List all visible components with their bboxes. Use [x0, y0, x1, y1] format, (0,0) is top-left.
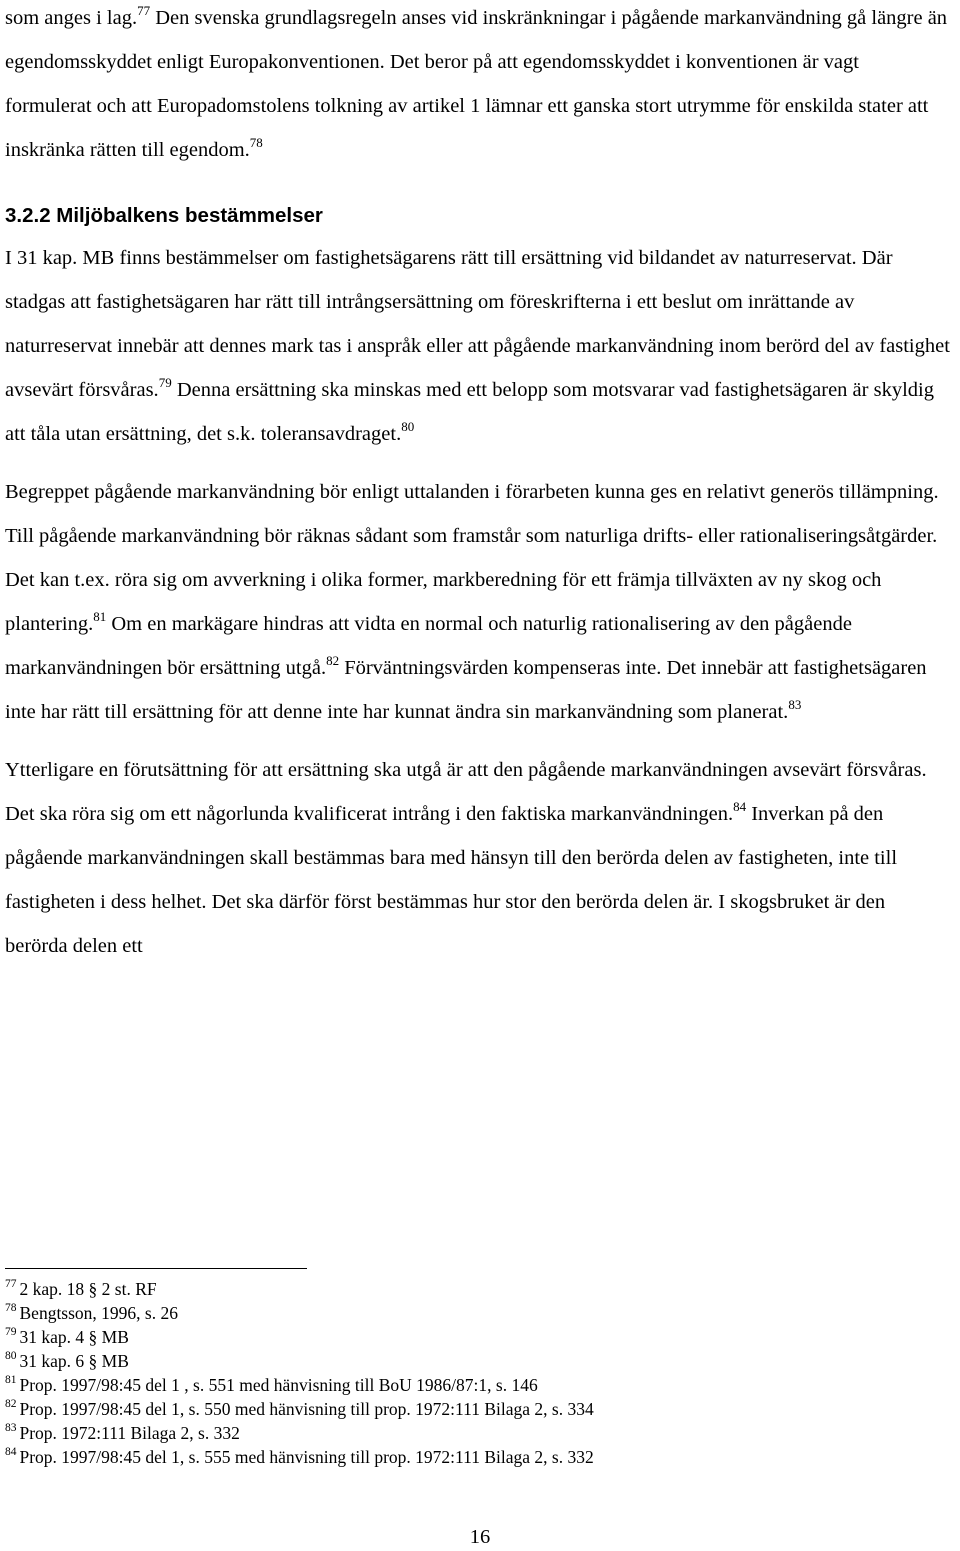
footnote-ref-82[interactable]: 82	[326, 653, 340, 668]
footnote-text: Prop. 1972:111 Bilaga 2, s. 332	[19, 1423, 240, 1443]
footnote-80	[5, 1349, 950, 1373]
footnote-text: Prop. 1997/98:45 del 1 , s. 551 med hänvisning till BoU 1986/87:1, s. 146	[19, 1375, 538, 1395]
footnote-ref-80[interactable]: 80	[401, 419, 415, 434]
footnote-ref-79[interactable]: 79	[158, 375, 172, 390]
footnote-divider	[5, 1268, 307, 1269]
footnote-ref-77[interactable]: 77	[137, 3, 151, 18]
paragraph-text: Den svenska grundlagsregeln anses vid inskränkningar i pågående markanvändning gå längre än egendomsskyddet enligt Europakonventionen. Det beror på att egendomsskyddet i konventionen är vagt formulerat och att Europadomstolens tolkning av artikel 1 lämnar ett ganska stort utrymme för enskilda stater att inskränka rätten till egendom.	[5, 7, 948, 161]
footnote-82	[5, 1397, 950, 1421]
footnote-number: 78	[5, 1302, 17, 1314]
paragraph-text: I 31 kap. MB finns bestämmelser om fastighetsägarens rätt till ersättning vid bildandet av naturreservat. Där stadgas att fastighetsägaren har rätt till intrångsersättning om föreskrifterna i ett beslut om inrättande av naturreservat innebär att dennes mark tas i anspråk eller att pågående markanvändning inom berörd del av fastighet avsevärt försvåras.	[5, 247, 950, 401]
paragraph-text: Ytterligare en förutsättning för att ersättning ska utgå är att den pågående markanvändningen avsevärt försvåras. Det ska röra sig om ett någorlunda kvalificerat intrång i den faktiska markanvändningen.	[5, 759, 927, 825]
footnote-79	[5, 1325, 950, 1349]
footnote-text: Prop. 1997/98:45 del 1, s. 555 med hänvisning till prop. 1972:111 Bilaga 2, s. 332	[19, 1447, 594, 1467]
page-number: 16	[469, 1526, 491, 1548]
footnote-number: 83	[5, 1422, 17, 1434]
paragraph-gap	[5, 734, 950, 748]
footnote-text: Prop. 1997/98:45 del 1, s. 550 med hänvisning till prop. 1972:111 Bilaga 2, s. 334	[19, 1399, 594, 1419]
footnote-text: 2 kap. 18 § 2 st. RF	[19, 1279, 157, 1299]
paragraph-text: Denna ersättning ska minskas med ett belopp som motsvarar vad fastighetsägaren är skyldig att tåla utan ersättning, det s.k. toleransavdraget.	[5, 379, 934, 445]
footnote-84	[5, 1445, 950, 1469]
paragraph-text: Begreppet pågående markanvändning bör enligt uttalanden i förarbeten kunna ges en relativt generös tillämpning. Till pågående markanvändning bör räknas sådant som framstår som naturliga drifts- eller rationaliseringsåtgärder. Det kan t.ex. röra sig om avverkning i olika former, markberedning för ett främja tillväxten av ny skog och plantering.	[5, 481, 939, 635]
footnote-83	[5, 1421, 950, 1445]
section-heading: 3.2.2 Miljöbalkens bestämmelser	[5, 204, 323, 227]
footnotes-section	[5, 1268, 950, 1469]
footnote-number: 77	[5, 1278, 17, 1290]
paragraph-text: som anges i lag.	[5, 7, 138, 29]
footnote-77	[5, 1277, 950, 1301]
paragraph-text: Förväntningsvärden kompenseras inte. Det innebär att fastighetsägaren inte har rätt till ersättning för att denne inte har kunnat ändra sin markanvändning som planerat.	[5, 657, 927, 723]
paragraph-text: Inverkan på den pågående markanvändningen skall bestämmas bara med hänsyn till den berörda delen av fastigheten, inte till fastigheten i dess helhet. Det ska därför först bestämmas hur stor den berörda delen är. I skogsbruket är den berörda delen ett	[5, 803, 898, 957]
footnote-number: 84	[5, 1446, 17, 1458]
footnote-78	[5, 1301, 950, 1325]
paragraph-miljobalken	[5, 236, 950, 456]
paragraph-intro	[5, 0, 950, 172]
footnote-ref-84[interactable]: 84	[733, 799, 747, 814]
paragraph-pagaende-markanvandning	[5, 470, 950, 734]
footnote-number: 82	[5, 1398, 17, 1410]
footnote-81	[5, 1373, 950, 1397]
document-page	[5, 0, 950, 968]
paragraph-text: Om en markägare hindras att vidta en normal och naturlig rationalisering av den pågående markanvändningen bör ersättning utgå.	[5, 613, 852, 679]
footnote-number: 81	[5, 1374, 17, 1386]
paragraph-gap	[5, 456, 950, 470]
footnote-ref-81[interactable]: 81	[93, 609, 107, 624]
footnote-ref-83[interactable]: 83	[788, 697, 802, 712]
footnote-number: 79	[5, 1326, 17, 1338]
footnote-text: 31 kap. 6 § MB	[19, 1351, 129, 1371]
footnote-ref-78[interactable]: 78	[249, 135, 263, 150]
footnote-text: 31 kap. 4 § MB	[19, 1327, 129, 1347]
footnote-number: 80	[5, 1350, 17, 1362]
paragraph-forutsattning	[5, 748, 950, 968]
footnote-text: Bengtsson, 1996, s. 26	[19, 1303, 178, 1323]
